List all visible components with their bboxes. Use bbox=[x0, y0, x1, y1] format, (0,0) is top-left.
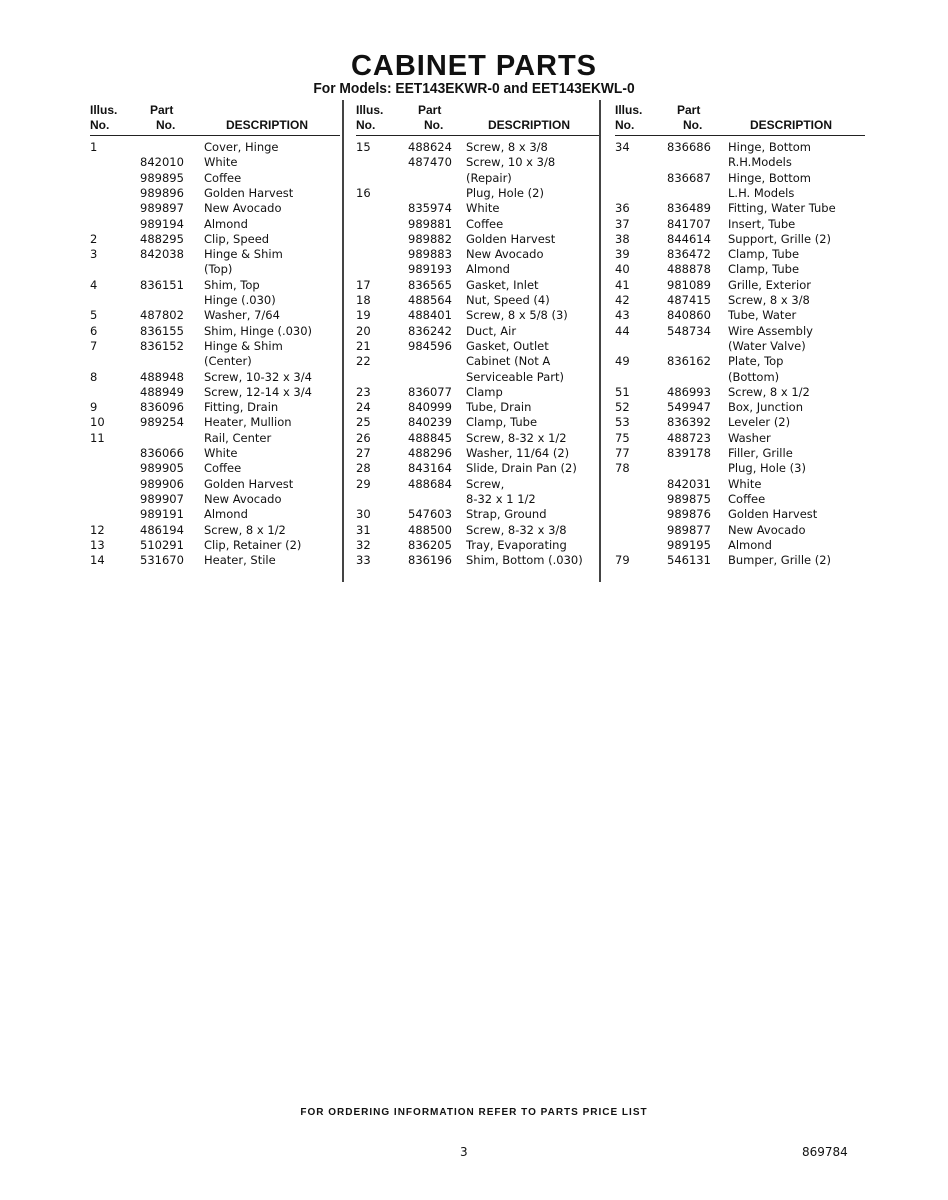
part-header: Part bbox=[677, 103, 701, 117]
document-number: 869784 bbox=[802, 1145, 848, 1159]
illus-number: 2 bbox=[90, 231, 98, 246]
part-number: 981089 bbox=[667, 277, 711, 292]
part-description: Hinge, Bottom bbox=[728, 140, 811, 154]
illus-number: 42 bbox=[615, 293, 630, 307]
illus-number: 16 bbox=[356, 185, 371, 200]
part-description: Clip, Speed bbox=[204, 231, 270, 246]
illus-no-header: No. bbox=[615, 118, 635, 132]
part-description: Screw, 12-14 x 3/4 bbox=[204, 384, 312, 399]
illus-number: 13 bbox=[90, 537, 105, 552]
illus-number: 20 bbox=[356, 323, 371, 338]
part-description: Hinge & Shim bbox=[204, 247, 283, 262]
part-number: 989883 bbox=[408, 247, 452, 262]
part-description: Hinge & Shim bbox=[204, 338, 283, 353]
part-description: (Top) bbox=[204, 262, 233, 277]
part-description: Coffee bbox=[466, 216, 504, 231]
part-number: 487470 bbox=[408, 155, 452, 170]
part-description: Coffee bbox=[204, 170, 242, 185]
illus-number: 37 bbox=[615, 216, 630, 231]
part-number: 989875 bbox=[667, 491, 711, 506]
illus-header: Illus. bbox=[90, 103, 118, 117]
part-number: 989897 bbox=[140, 201, 184, 216]
part-description: Golden Harvest bbox=[204, 185, 294, 200]
column-divider bbox=[342, 100, 344, 582]
part-description: Shim, Top bbox=[204, 277, 260, 292]
illus-number: 21 bbox=[356, 338, 371, 353]
part-description: Screw, 8 x 5/8 (3) bbox=[466, 308, 568, 323]
part-description: White bbox=[204, 446, 238, 460]
part-number: 488401 bbox=[408, 308, 452, 323]
part-number: 548734 bbox=[667, 323, 711, 338]
part-description: Tube, Water bbox=[728, 308, 797, 323]
part-description: Clamp, Tube bbox=[728, 262, 800, 277]
illus-number: 36 bbox=[615, 201, 630, 216]
part-number: 488564 bbox=[408, 293, 452, 307]
part-number: 842031 bbox=[667, 476, 711, 491]
part-number: 488949 bbox=[140, 384, 184, 399]
part-number: 531670 bbox=[140, 553, 184, 568]
part-description: Screw, 8 x 1/2 bbox=[728, 384, 810, 399]
part-number: 487802 bbox=[140, 308, 184, 323]
part-description: Plug, Hole (2) bbox=[466, 185, 544, 200]
part-description: L.H. Models bbox=[728, 185, 795, 200]
part-number: 836565 bbox=[408, 277, 452, 292]
part-description: Golden Harvest bbox=[204, 476, 294, 491]
part-number: 488948 bbox=[140, 369, 184, 384]
part-description: Almond bbox=[204, 216, 248, 231]
part-description: Hinge (.030) bbox=[204, 293, 276, 307]
part-description: Wire Assembly bbox=[728, 323, 813, 338]
part-description: Slide, Drain Pan (2) bbox=[466, 461, 577, 476]
part-number: 989193 bbox=[408, 262, 452, 277]
illus-number: 78 bbox=[615, 461, 630, 476]
part-description: Nut, Speed (4) bbox=[466, 293, 550, 307]
illus-number: 22 bbox=[356, 354, 371, 369]
part-description: Plate, Top bbox=[728, 354, 784, 369]
illus-header: Illus. bbox=[356, 103, 384, 117]
part-description: R.H.Models bbox=[728, 155, 792, 170]
part-description: Filler, Grille bbox=[728, 446, 793, 460]
part-number: 842010 bbox=[140, 155, 184, 170]
illus-number: 19 bbox=[356, 308, 371, 323]
part-description: Washer, 11/64 (2) bbox=[466, 446, 570, 460]
part-description: New Avocado bbox=[466, 247, 544, 262]
part-number: 989905 bbox=[140, 461, 184, 476]
part-number: 840239 bbox=[408, 415, 452, 430]
part-description: White bbox=[466, 201, 500, 216]
part-description: Screw, 8-32 x 3/8 bbox=[466, 522, 567, 537]
part-number: 836196 bbox=[408, 553, 452, 568]
illus-number: 8 bbox=[90, 369, 98, 384]
part-description: Screw, 8-32 x 1/2 bbox=[466, 430, 567, 445]
part-number: 836392 bbox=[667, 415, 711, 430]
illus-no-header: No. bbox=[356, 118, 376, 132]
part-number: 510291 bbox=[140, 537, 184, 552]
illus-number: 11 bbox=[90, 430, 105, 445]
illus-number: 53 bbox=[615, 415, 630, 430]
part-number: 836686 bbox=[667, 140, 711, 154]
part-number: 486194 bbox=[140, 522, 184, 537]
part-description: Coffee bbox=[728, 491, 766, 506]
illus-number: 25 bbox=[356, 415, 371, 430]
part-description: Clamp, Tube bbox=[466, 415, 538, 430]
part-description: Washer, 7/64 bbox=[204, 308, 280, 323]
part-number: 836162 bbox=[667, 354, 711, 369]
illus-number: 28 bbox=[356, 461, 371, 476]
description-header: DESCRIPTION bbox=[226, 118, 309, 132]
part-no-header: No. bbox=[156, 118, 176, 132]
illus-number: 24 bbox=[356, 400, 371, 415]
illus-number: 6 bbox=[90, 323, 98, 338]
part-description: Shim, Bottom (.030) bbox=[466, 553, 583, 568]
part-description: (Repair) bbox=[466, 170, 512, 185]
part-description: White bbox=[204, 155, 238, 170]
part-description: Rail, Center bbox=[204, 430, 272, 445]
part-number: 487415 bbox=[667, 293, 711, 307]
part-description: Tray, Evaporating bbox=[466, 537, 567, 552]
part-description: Golden Harvest bbox=[728, 507, 818, 522]
part-description: Clip, Retainer (2) bbox=[204, 537, 302, 552]
part-number: 989895 bbox=[140, 170, 184, 185]
part-number: 839178 bbox=[667, 446, 711, 460]
part-number: 841707 bbox=[667, 216, 711, 231]
illus-number: 23 bbox=[356, 384, 371, 399]
illus-number: 30 bbox=[356, 507, 371, 522]
illus-header: Illus. bbox=[615, 103, 643, 117]
header-underline bbox=[90, 135, 340, 136]
part-number: 840999 bbox=[408, 400, 452, 415]
part-description: Screw, 8 x 1/2 bbox=[204, 522, 286, 537]
page-number: 3 bbox=[460, 1145, 468, 1159]
column-divider bbox=[599, 100, 601, 582]
part-number: 989877 bbox=[667, 522, 711, 537]
part-description: (Bottom) bbox=[728, 369, 780, 384]
part-number: 989191 bbox=[140, 507, 184, 522]
part-number: 844614 bbox=[667, 231, 711, 246]
illus-number: 79 bbox=[615, 553, 630, 568]
part-number: 547603 bbox=[408, 507, 452, 522]
part-description: Coffee bbox=[204, 461, 242, 476]
illus-number: 34 bbox=[615, 140, 630, 154]
part-description: Golden Harvest bbox=[466, 231, 556, 246]
part-number: 486993 bbox=[667, 384, 711, 399]
part-description: Fitting, Drain bbox=[204, 400, 279, 415]
part-number: 989876 bbox=[667, 507, 711, 522]
part-description: Screw, 10 x 3/8 bbox=[466, 155, 556, 170]
part-description: Screw, 8 x 3/8 bbox=[466, 140, 548, 154]
part-number: 989907 bbox=[140, 491, 184, 506]
part-header: Part bbox=[418, 103, 442, 117]
part-number: 836687 bbox=[667, 170, 711, 185]
ordering-footer: FOR ORDERING INFORMATION REFER TO PARTS PRICE LIST bbox=[300, 1107, 648, 1118]
part-description: Screw, 8 x 3/8 bbox=[728, 293, 810, 307]
part-description: Bumper, Grille (2) bbox=[728, 553, 832, 568]
part-description: Box, Junction bbox=[728, 400, 804, 415]
illus-number: 32 bbox=[356, 537, 371, 552]
illus-number: 38 bbox=[615, 231, 630, 246]
part-description: Almond bbox=[466, 262, 510, 277]
part-number: 549947 bbox=[667, 400, 711, 415]
part-description: Almond bbox=[728, 537, 772, 552]
illus-number: 14 bbox=[90, 553, 105, 568]
part-description: New Avocado bbox=[204, 491, 282, 506]
part-description: Screw, bbox=[466, 476, 505, 491]
part-description: (Center) bbox=[204, 354, 252, 369]
illus-no-header: No. bbox=[90, 118, 110, 132]
part-number: 836077 bbox=[408, 384, 452, 399]
illus-number: 43 bbox=[615, 308, 630, 323]
header-underline bbox=[356, 135, 601, 136]
description-header: DESCRIPTION bbox=[750, 118, 833, 132]
part-no-header: No. bbox=[683, 118, 703, 132]
part-number: 488295 bbox=[140, 231, 184, 246]
part-description: Leveler (2) bbox=[728, 415, 791, 430]
part-number: 488500 bbox=[408, 522, 452, 537]
part-number: 836205 bbox=[408, 537, 452, 552]
part-description: Cover, Hinge bbox=[204, 140, 279, 154]
part-description: Support, Grille (2) bbox=[728, 231, 832, 246]
description-header: DESCRIPTION bbox=[488, 118, 571, 132]
part-description: 8-32 x 1 1/2 bbox=[466, 491, 536, 506]
illus-number: 44 bbox=[615, 323, 630, 338]
part-description: (Water Valve) bbox=[728, 338, 806, 353]
part-number: 989195 bbox=[667, 537, 711, 552]
illus-number: 31 bbox=[356, 522, 371, 537]
illus-number: 75 bbox=[615, 430, 630, 445]
illus-number: 12 bbox=[90, 522, 105, 537]
part-description: New Avocado bbox=[728, 522, 806, 537]
part-description: Gasket, Inlet bbox=[466, 277, 539, 292]
illus-number: 41 bbox=[615, 277, 630, 292]
illus-number: 9 bbox=[90, 400, 98, 415]
part-number: 836066 bbox=[140, 446, 184, 460]
part-number: 488684 bbox=[408, 476, 452, 491]
illus-number: 5 bbox=[90, 308, 98, 323]
part-number: 836489 bbox=[667, 201, 711, 216]
part-description: Cabinet (Not A bbox=[466, 354, 551, 369]
part-description: Almond bbox=[204, 507, 248, 522]
illus-number: 77 bbox=[615, 446, 630, 460]
part-number: 989881 bbox=[408, 216, 452, 231]
part-description: Heater, Stile bbox=[204, 553, 276, 568]
illus-number: 1 bbox=[90, 140, 98, 154]
part-number: 836472 bbox=[667, 247, 711, 262]
part-number: 836242 bbox=[408, 323, 452, 338]
part-description: Clamp bbox=[466, 384, 503, 399]
part-number: 984596 bbox=[408, 338, 452, 353]
part-description: Heater, Mullion bbox=[204, 415, 292, 430]
illus-number: 7 bbox=[90, 338, 98, 353]
illus-number: 51 bbox=[615, 384, 630, 399]
illus-number: 40 bbox=[615, 262, 630, 277]
part-number: 488296 bbox=[408, 446, 452, 460]
part-description: New Avocado bbox=[204, 201, 282, 216]
part-number: 546131 bbox=[667, 553, 711, 568]
part-number: 488845 bbox=[408, 430, 452, 445]
header-underline bbox=[615, 135, 865, 136]
part-number: 843164 bbox=[408, 461, 452, 476]
part-description: Plug, Hole (3) bbox=[728, 461, 806, 476]
illus-number: 49 bbox=[615, 354, 630, 369]
part-number: 989254 bbox=[140, 415, 184, 430]
part-description: Serviceable Part) bbox=[466, 369, 564, 384]
part-number: 989194 bbox=[140, 216, 184, 231]
part-number: 836096 bbox=[140, 400, 184, 415]
part-number: 488723 bbox=[667, 430, 711, 445]
part-number: 836152 bbox=[140, 338, 184, 353]
part-description: Gasket, Outlet bbox=[466, 338, 549, 353]
part-number: 488878 bbox=[667, 262, 711, 277]
illus-number: 39 bbox=[615, 247, 630, 262]
part-number: 836155 bbox=[140, 323, 184, 338]
illus-number: 18 bbox=[356, 293, 371, 307]
part-header: Part bbox=[150, 103, 174, 117]
part-number: 989896 bbox=[140, 185, 184, 200]
part-number: 840860 bbox=[667, 308, 711, 323]
part-description: Screw, 10-32 x 3/4 bbox=[204, 369, 312, 384]
part-description: White bbox=[728, 476, 762, 491]
part-description: Shim, Hinge (.030) bbox=[204, 323, 313, 338]
part-description: Washer bbox=[728, 430, 771, 445]
illus-number: 33 bbox=[356, 553, 371, 568]
part-description: Grille, Exterior bbox=[728, 277, 811, 292]
part-number: 835974 bbox=[408, 201, 452, 216]
part-description: Tube, Drain bbox=[466, 400, 532, 415]
part-number: 842038 bbox=[140, 247, 184, 262]
part-number: 488624 bbox=[408, 140, 452, 154]
illus-number: 27 bbox=[356, 446, 371, 460]
illus-number: 29 bbox=[356, 476, 371, 491]
part-description: Fitting, Water Tube bbox=[728, 201, 836, 216]
part-description: Clamp, Tube bbox=[728, 247, 800, 262]
part-description: Strap, Ground bbox=[466, 507, 547, 522]
models-subtitle: For Models: EET143EKWR-0 and EET143EKWL-0 bbox=[313, 80, 635, 97]
part-no-header: No. bbox=[424, 118, 444, 132]
part-description: Insert, Tube bbox=[728, 216, 796, 231]
part-number: 836151 bbox=[140, 277, 184, 292]
illus-number: 15 bbox=[356, 140, 371, 154]
part-number: 989906 bbox=[140, 476, 184, 491]
illus-number: 17 bbox=[356, 277, 371, 292]
illus-number: 52 bbox=[615, 400, 630, 415]
page-title: CABINET PARTS bbox=[350, 50, 598, 82]
illus-number: 26 bbox=[356, 430, 371, 445]
part-description: Duct, Air bbox=[466, 323, 517, 338]
part-description: Hinge, Bottom bbox=[728, 170, 811, 185]
illus-number: 3 bbox=[90, 247, 98, 262]
illus-number: 10 bbox=[90, 415, 105, 430]
illus-number: 4 bbox=[90, 277, 98, 292]
part-number: 989882 bbox=[408, 231, 452, 246]
